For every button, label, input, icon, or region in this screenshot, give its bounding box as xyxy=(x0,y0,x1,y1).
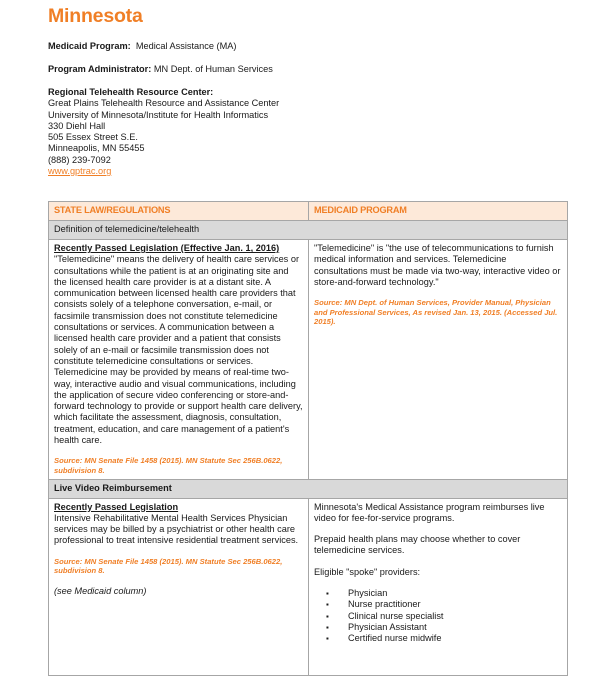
medicaid-source: Source: MN Dept. of Human Services, Provider Manual, Physician and Professional Services, As revised Jan. 13, 2015. (Accessed Jul. 2015). xyxy=(314,298,558,327)
telehealth-resource-center xyxy=(48,87,279,177)
list-item: ▪ Clinical nurse specialist xyxy=(314,611,562,622)
law-note: (see Medicaid column) xyxy=(54,585,147,596)
trc-line: Great Plains Telehealth Resource and Assistance Center xyxy=(48,98,280,109)
section-row xyxy=(49,479,568,498)
trc-line: Minneapolis, MN 55455 xyxy=(48,143,145,154)
trc-website-link[interactable]: www.gptrac.org xyxy=(48,166,112,177)
list-item: ▪ Certified nurse midwife xyxy=(314,633,562,644)
providers-label: Eligible "spoke" providers: xyxy=(314,566,421,577)
medicaid-text: "Telemedicine" is "the use of telecommunications to furnish medical information and services. Telemedicine consultations must be made via two-way, interactive video or store-and-forward technology." xyxy=(314,243,561,287)
policy-table xyxy=(48,201,568,676)
section-row xyxy=(49,221,568,240)
law-text: "Telemedicine" means the delivery of health care services or consultations while the patient is at an originating site and the licensed health care provider is at a distant site. A communication between licensed health care providers that consists solely of a telephone conversation, e-mail, or facsimile transmission does not constitute telemedicine consultations or services. A communication between a licensed health care provider and a patient that consists solely of an e-mail or facsimile transmission does not constitute telemedicine consultations or services. Telemedicine may be provided by means of real-time two-way, interactive audio and visual communications, including the application of secure video conferencing or store-and-forward technology to provide or support health care delivery, which facilitate the assessment, diagnosis, consultation, treatment, education, and care management of a patient's health care. xyxy=(54,254,303,446)
header-medicaid-program: MEDICAID PROGRAM xyxy=(309,202,568,221)
medicaid-para: Minnesota's Medical Assistance program reimburses live video for fee-for-service programs. xyxy=(314,501,545,523)
medicaid-para: Prepaid health plans may choose whether to cover telemedicine services. xyxy=(314,534,521,556)
table-row xyxy=(49,498,568,675)
trc-line: (888) 239-7092 xyxy=(48,154,111,165)
list-item: ▪ Physician Assistant xyxy=(314,622,562,633)
medicaid-program-value: Medical Assistance (MA) xyxy=(135,41,237,51)
law-text: Intensive Rehabilitative Mental Health Services Physician services may be billed by a psychiatrist or other health care professional to treat intensive residential treatment services. xyxy=(54,512,299,546)
medicaid-cell xyxy=(309,240,568,480)
section-title: Live Video Reimbursement xyxy=(49,479,568,498)
state-law-cell xyxy=(49,240,309,480)
medicaid-program-label: Medicaid Program: xyxy=(48,41,131,51)
table-row xyxy=(49,240,568,480)
law-heading: Recently Passed Legislation (Effective Jan. 1, 2016) xyxy=(54,243,280,253)
law-source: Source: MN Senate File 1458 (2015). MN Statute Sec 256B.0622, subdivision 8. xyxy=(54,556,283,576)
law-heading: Recently Passed Legislation xyxy=(54,501,179,512)
section-title: Definition of telemedicine/telehealth xyxy=(49,221,568,240)
trc-line: 330 Diehl Hall xyxy=(48,120,106,131)
trc-line: 505 Essex Street S.E. xyxy=(48,132,138,143)
trc-label: Regional Telehealth Resource Center: xyxy=(48,87,214,97)
medicaid-cell xyxy=(309,498,568,675)
law-source: Source: MN Senate File 1458 (2015). MN Statute Sec 256B.0622, subdivision 8. xyxy=(54,456,283,475)
program-administrator-line xyxy=(48,64,273,75)
list-item: ▪ Nurse practitioner xyxy=(314,599,562,610)
state-title: Minnesota xyxy=(48,5,143,27)
program-administrator-label: Program Administrator: xyxy=(48,64,152,74)
header-state-law: STATE LAW/REGULATIONS xyxy=(49,202,309,221)
providers-list xyxy=(314,588,562,644)
list-item: ▪ Physician xyxy=(314,588,562,599)
program-administrator-value: MN Dept. of Human Services xyxy=(153,64,273,74)
table-header-row xyxy=(49,202,568,221)
state-law-cell xyxy=(49,498,309,675)
medicaid-program-line xyxy=(48,41,236,52)
trc-line: University of Minnesota/Institute for Health Informatics xyxy=(48,109,269,120)
